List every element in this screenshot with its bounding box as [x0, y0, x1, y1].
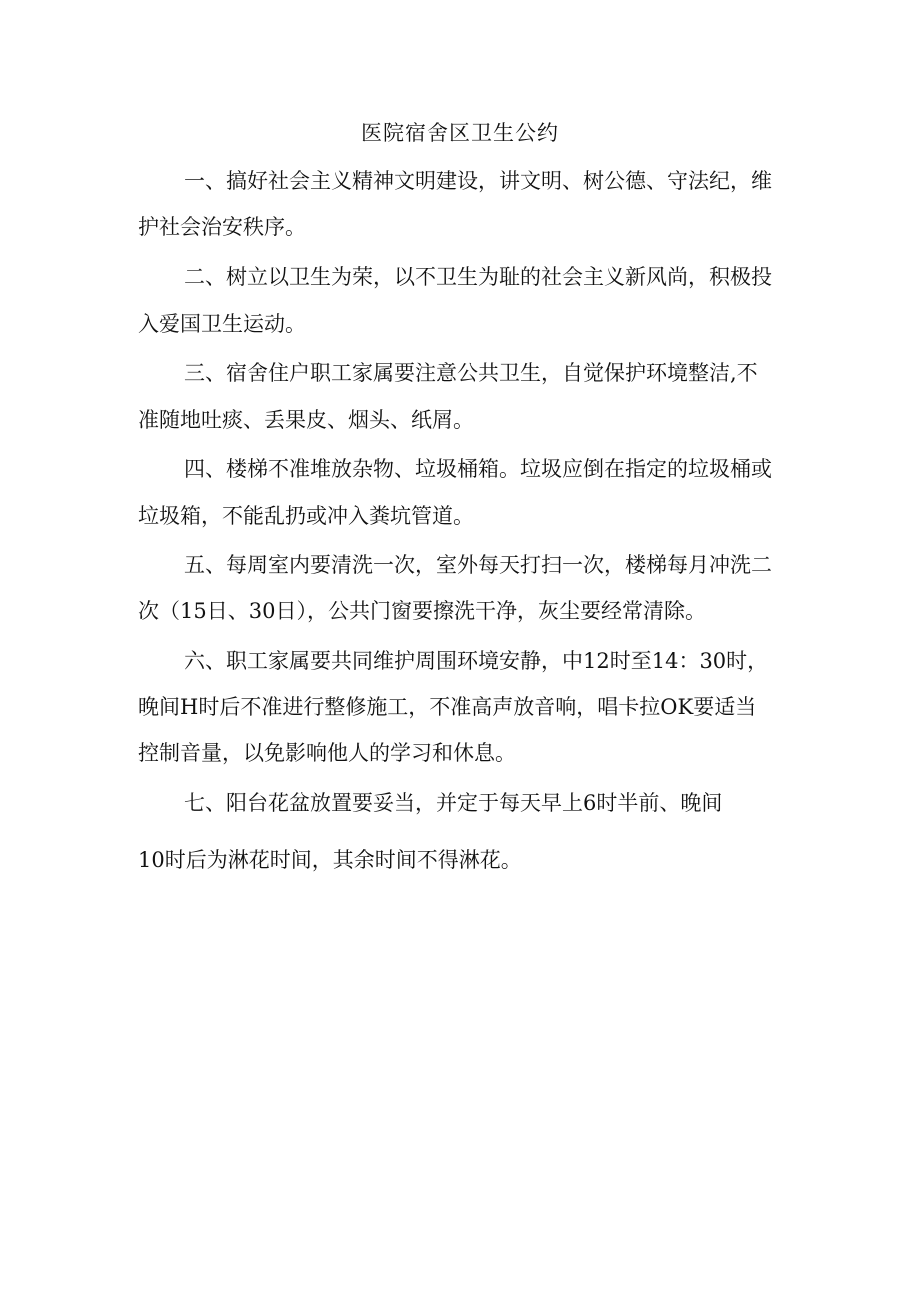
clause-1-line-2: 护社会治安秩序。 [138, 215, 306, 239]
clause-4-line-2: 垃圾箱，不能乱扔或冲入粪坑管道。 [138, 504, 474, 528]
clause-2-line-1: 二、树立以卫生为荣，以不卫生为耻的社会主义新风尚，积极投 [184, 265, 772, 289]
clause-5-line-2: 次（15日、30日），公共门窗要擦洗干净，灰尘要经常清除。 [138, 599, 706, 623]
clause-3-line-2: 准随地吐痰、丢果皮、烟头、纸屑。 [138, 408, 474, 432]
clause-4-line-1: 四、楼梯不准堆放杂物、垃圾桶箱。垃圾应倒在指定的垃圾桶或 [184, 457, 772, 481]
clause-6-line-1: 六、职工家属要共同维护周围环境安静，中12时至14：30时， [184, 649, 769, 673]
clause-2-line-2: 入爱国卫生运动。 [138, 312, 306, 336]
clause-6-line-2: 晚间H时后不准进行整修施工，不准高声放音响，唱卡拉OK要适当 [138, 695, 757, 719]
clause-3-line-1: 三、宿舍住户职工家属要注意公共卫生，自觉保护环境整洁,不 [184, 361, 758, 385]
clause-1-line-1: 一、搞好社会主义精神文明建设，讲文明、树公德、守法纪，维 [184, 169, 772, 193]
clause-7-line-2: 10时后为淋花时间，其余时间不得淋花。 [138, 848, 522, 872]
clause-6-line-3: 控制音量，以免影响他人的学习和休息。 [138, 741, 516, 765]
clause-7-line-1: 七、阳台花盆放置要妥当，并定于每天早上6时半前、晚间 [184, 791, 723, 815]
clause-5-line-1: 五、每周室内要清洗一次，室外每天打扫一次，楼梯每月冲洗二 [184, 553, 772, 577]
document-title: 医院宿舍区卫生公约 [361, 121, 559, 145]
